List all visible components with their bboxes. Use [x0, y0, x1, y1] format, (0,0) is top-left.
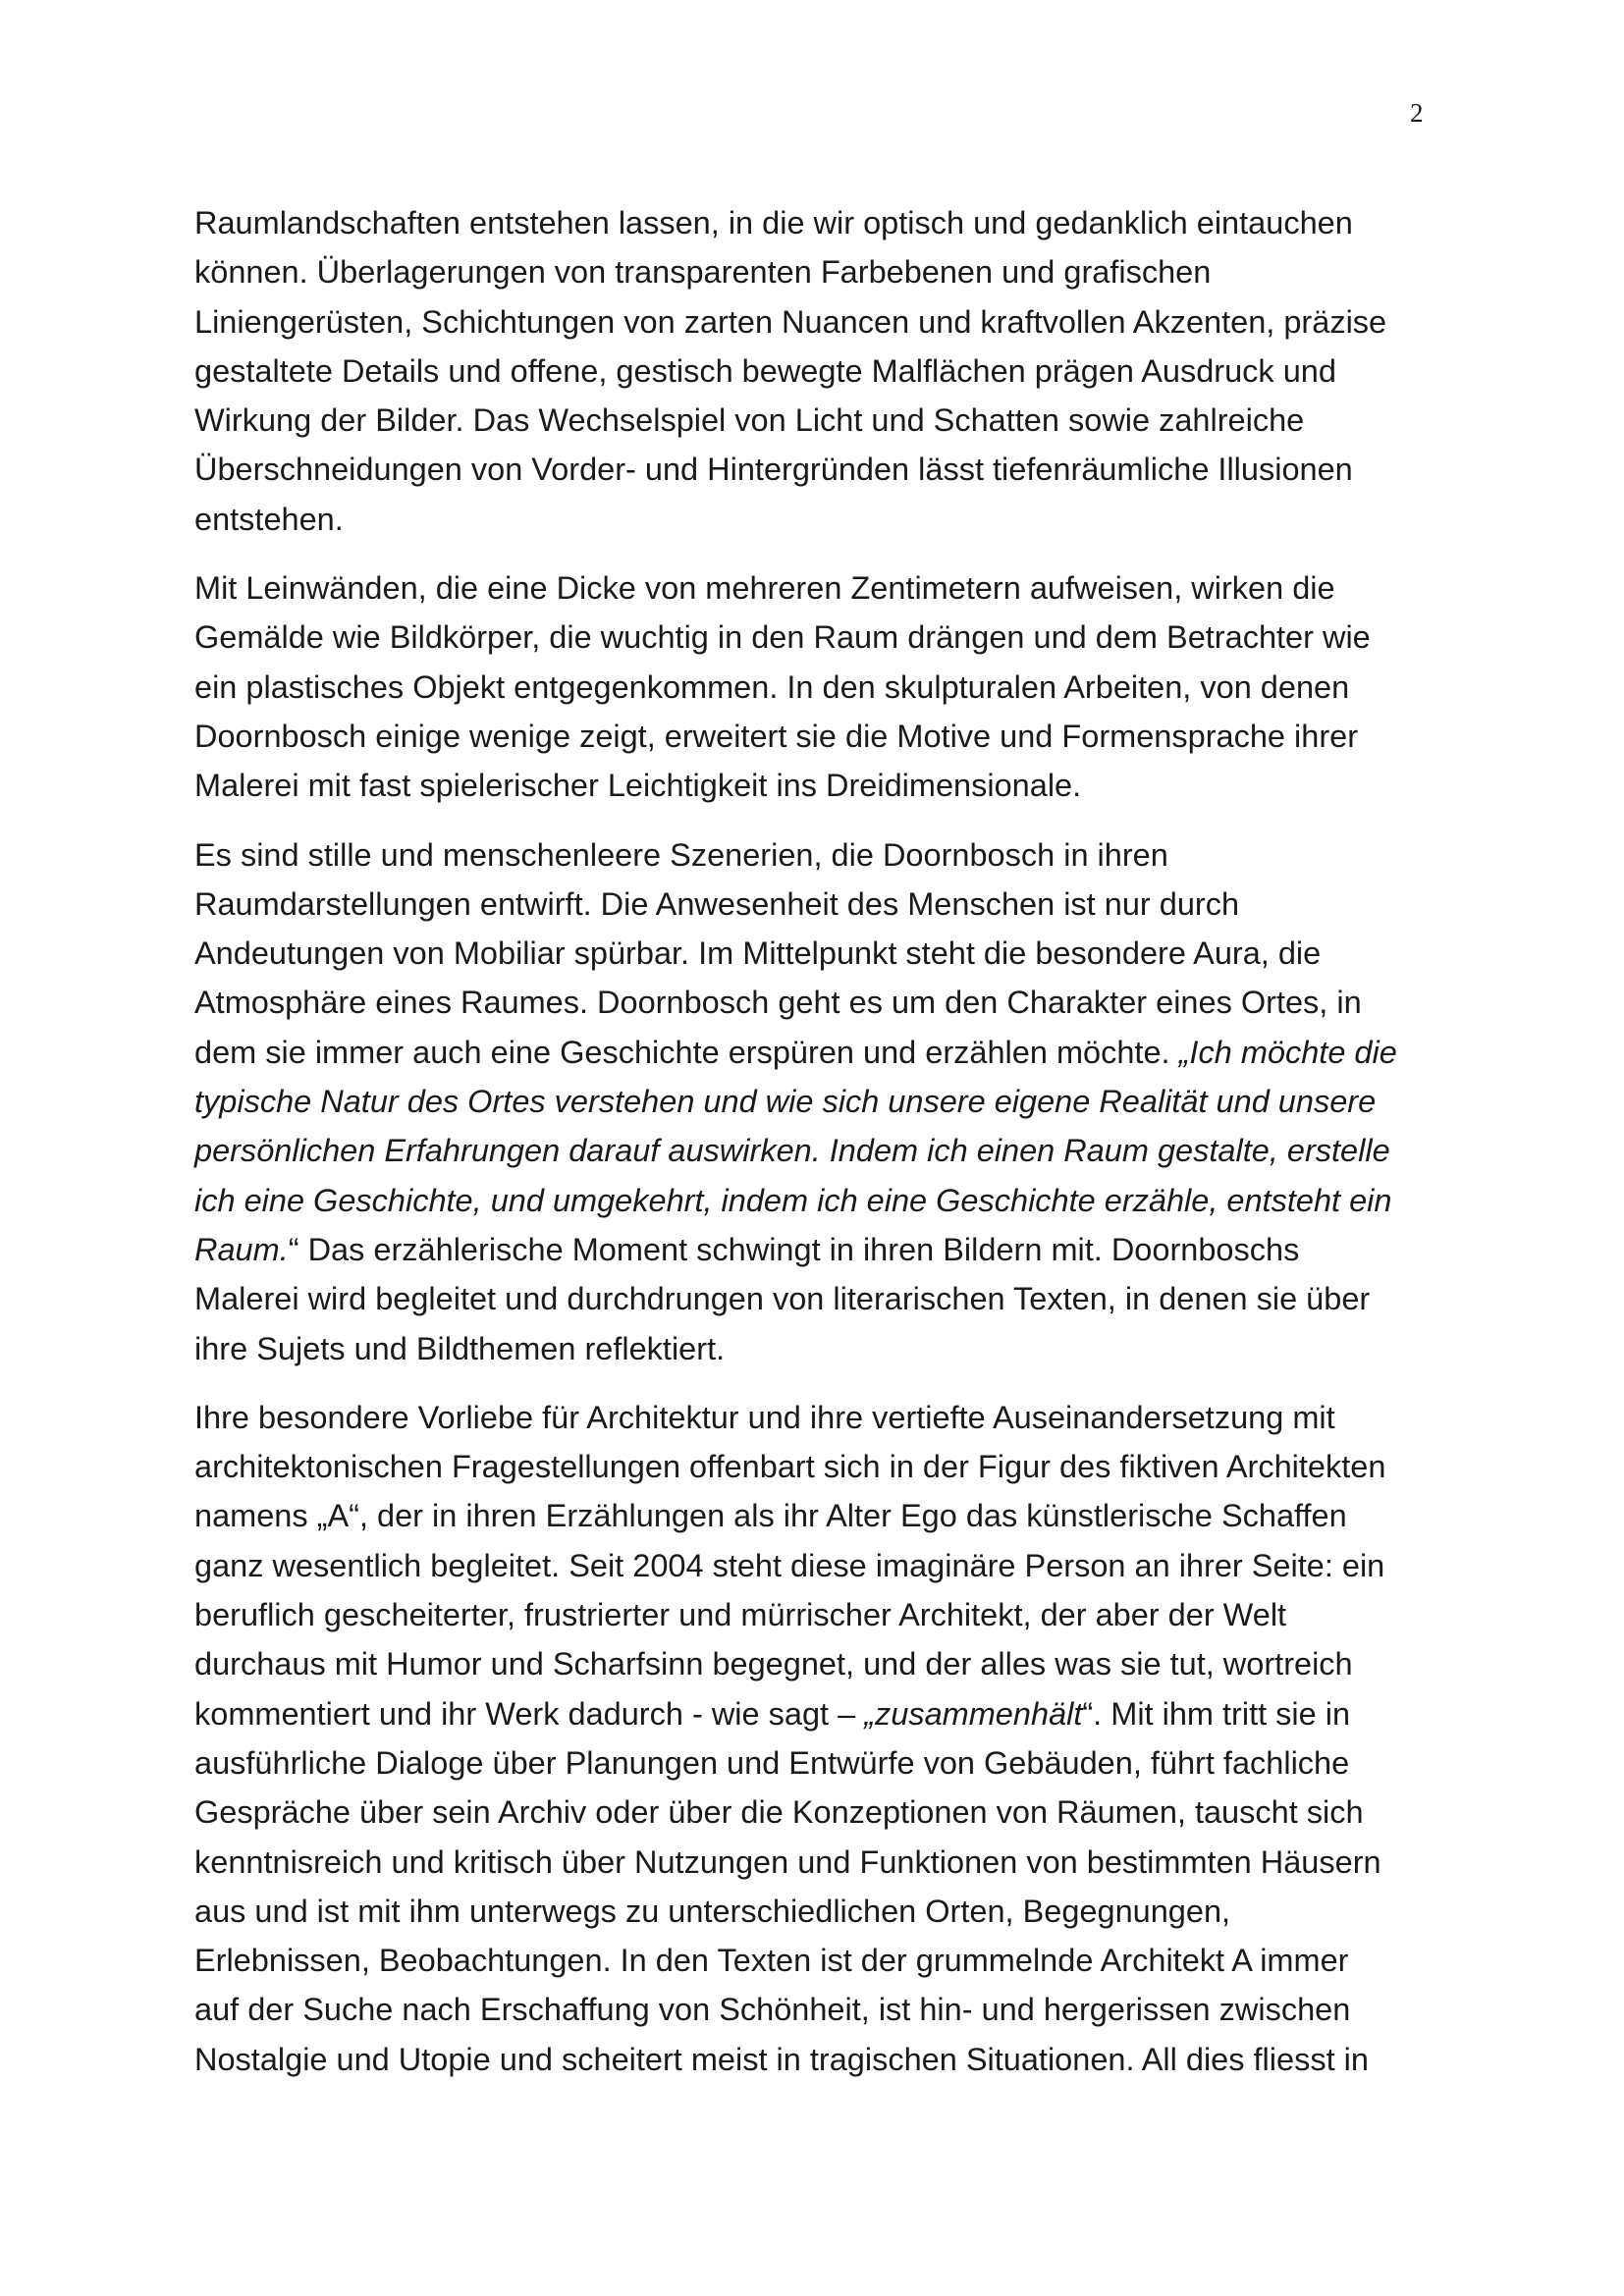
- text-line-mixed: [194, 1225, 1446, 1274]
- text-line: Raumdarstellungen entwirft. Die Anwesenheit des Menschen ist nur durch: [194, 885, 1240, 922]
- text-line: Mit Leinwänden, die eine Dicke von mehreren Zentimetern aufweisen, wirken die: [194, 570, 1335, 607]
- text-line: namens „A“, der in ihren Erzählungen als ihr Alter Ego das künstlerische Schaffen: [194, 1498, 1347, 1534]
- text-segment: “ Das erzählerische Moment schwingt in ihren Bildern mit. Doornboschs: [288, 1231, 1300, 1267]
- quote-text: persönlichen Erfahrungen darauf auswirken. Indem ich einen Raum gestalte, erstelle: [194, 1133, 1390, 1169]
- text-line: auf der Suche nach Erschaffung von Schönheit, ist hin- und hergerissen zwischen: [194, 1992, 1351, 2028]
- text-line: kenntnisreich und kritisch über Nutzungen und Funktionen von bestimmten Häusern: [194, 1843, 1381, 1880]
- text-line-mixed: [194, 1028, 1446, 1077]
- text-line: entstehen.: [194, 501, 344, 537]
- paragraph-2: [194, 563, 1446, 810]
- text-line-mixed: [194, 1689, 1446, 1738]
- text-line: Doornbosch einige wenige zeigt, erweitert sie die Motive und Formensprache ihrer: [194, 718, 1359, 754]
- text-line: Malerei wird begleitet und durchdrungen von literarischen Texten, in denen sie über: [194, 1281, 1371, 1317]
- quote-text: „Ich möchte die: [1178, 1034, 1397, 1070]
- quote-text: ich eine Geschichte, und umgekehrt, indem ich eine Geschichte erzähle, entsteht ein: [194, 1182, 1392, 1218]
- text-line: beruflich gescheiterter, frustrierter und mürrischer Architekt, der aber der Welt: [194, 1597, 1287, 1633]
- text-line: Liniengerüsten, Schichtungen von zarten Nuancen und kraftvollen Akzenten, präzise: [194, 303, 1387, 340]
- text-line: ausführliche Dialoge über Planungen und Entwürfe von Gebäuden, führt fachliche: [194, 1744, 1350, 1781]
- text-segment: dem sie immer auch eine Geschichte erspüren und erzählen möchte.: [194, 1034, 1179, 1070]
- text-line: Atmosphäre eines Raumes. Doornbosch geht es um den Charakter eines Ortes, in: [194, 985, 1362, 1021]
- text-segment: “. Mit ihm tritt sie in: [1082, 1695, 1351, 1732]
- text-line: Nostalgie und Utopie und scheitert meist in tragischen Situationen. All dies fliesst in: [194, 2041, 1369, 2077]
- text-line: Malerei mit fast spielerischer Leichtigkeit ins Dreidimensionale.: [194, 768, 1082, 804]
- text-line: Ihre besondere Vorliebe für Architektur und ihre vertiefte Auseinandersetzung mit: [194, 1399, 1335, 1435]
- text-line: Raumlandschaften entstehen lassen, in die wir optisch und gedanklich eintauchen: [194, 205, 1353, 240]
- text-line: aus und ist mit ihm unterwegs zu unterschiedlichen Orten, Begegnungen,: [194, 1893, 1231, 1929]
- text-segment: kommentiert und ihr Werk dadurch - wie sagt –: [194, 1695, 865, 1732]
- text-line: ihre Sujets und Bildthemen reflektiert.: [194, 1330, 726, 1366]
- quote-text: typische Natur des Ortes verstehen und wie sich unsere eigene Realität und unsere: [194, 1084, 1377, 1120]
- paragraph-3: [194, 830, 1446, 1373]
- text-line: ganz wesentlich begleitet. Seit 2004 steht diese imaginäre Person an ihrer Seite: ein: [194, 1547, 1385, 1583]
- text-line: durchaus mit Humor und Scharfsinn begegnet, und der alles was sie tut, wortreich: [194, 1646, 1353, 1682]
- body-text: [194, 198, 1446, 2104]
- text-line: Es sind stille und menschenleere Szenerien, die Doornbosch in ihren: [194, 836, 1168, 873]
- text-line: Gemälde wie Bildkörper, die wuchtig in den Raum drängen und dem Betrachter wie: [194, 619, 1371, 656]
- paragraph-1: [194, 198, 1446, 544]
- text-line: ein plastisches Objekt entgegenkommen. In den skulpturalen Arbeiten, von denen: [194, 668, 1350, 705]
- text-line: Wirkung der Bilder. Das Wechselspiel von Licht und Schatten sowie zahlreiche: [194, 402, 1305, 439]
- quote-line: [194, 1176, 1446, 1225]
- text-line: können. Überlagerungen von transparenten Farbebenen und grafischen: [194, 254, 1212, 291]
- text-line: Überschneidungen von Vorder- und Hintergründen lässt tiefenräumliche Illusionen: [194, 452, 1353, 488]
- quote-text: Raum.: [194, 1231, 289, 1267]
- text-line: gestaltete Details und offene, gestisch bewegte Malflächen prägen Ausdruck und: [194, 352, 1336, 389]
- text-line: architektonischen Fragestellungen offenbart sich in der Figur des fiktiven Architekten: [194, 1449, 1386, 1485]
- text-line: Andeutungen von Mobiliar spürbar. Im Mittelpunkt steht die besondere Aura, die: [194, 935, 1322, 972]
- text-line: Erlebnissen, Beobachtungen. In den Texten ist der grummelnde Architekt A immer: [194, 1943, 1349, 1979]
- quote-line: [194, 1126, 1446, 1175]
- page-number: 2: [1410, 98, 1424, 128]
- paragraph-4: [194, 1393, 1446, 2084]
- text-line: Gespräche über sein Archiv oder über die Konzeptionen von Räumen, tauscht sich: [194, 1794, 1364, 1831]
- quote-line: [194, 1077, 1446, 1126]
- quote-text: „zusammenhält: [864, 1695, 1083, 1732]
